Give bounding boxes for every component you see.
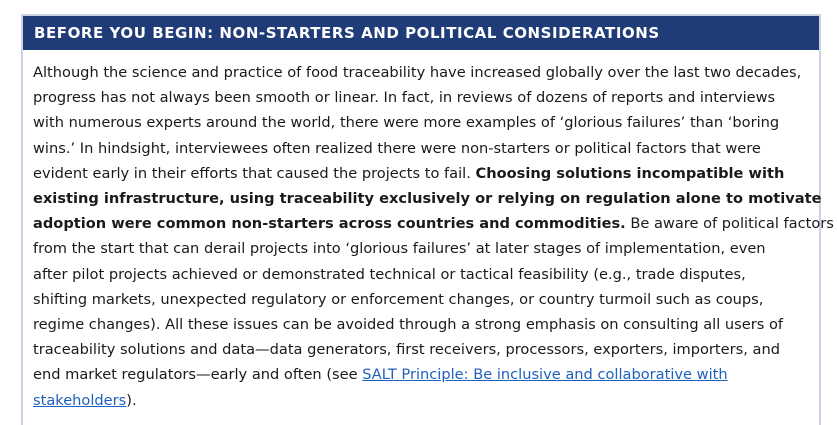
- body-line: progress has not always been smooth or linear. In fact, in reviews of dozens of reports and interviews: [33, 89, 776, 107]
- body-line: [33, 362, 823, 387]
- body-line: [33, 211, 834, 236]
- body-text-segment: evident early in their efforts that caused the projects to fail.: [33, 164, 471, 182]
- body-line: from the start that can derail projects into ‘glorious failures’ at later stages of implementation, even: [33, 240, 766, 258]
- body-line: traceability solutions and data—data generators, first receivers, processors, exporters, importers, and: [33, 341, 780, 359]
- body-line: after pilot projects achieved or demonstrated technical or tactical feasibility (e.g., trade disputes,: [33, 265, 746, 283]
- bold-emphasis: existing infrastructure, using traceability exclusively or relying on regulation alone to motivate: [33, 190, 822, 208]
- body-line: [33, 186, 823, 211]
- callout-body: [33, 60, 834, 413]
- body-text-segment: end market regulators—early and often (see: [33, 366, 358, 384]
- callout-title: BEFORE YOU BEGIN: NON-STARTERS AND POLITICAL CONSIDERATIONS: [34, 24, 660, 42]
- salt-principle-link[interactable]: SALT Principle: Be inclusive and collaborative with: [362, 366, 728, 384]
- body-line: [33, 161, 823, 186]
- body-line: with numerous experts around the world, there were more examples of ‘glorious failures’ than ‘boring: [33, 114, 780, 132]
- body-line: shifting markets, unexpected regulatory or enforcement changes, or country turmoil such as coups,: [33, 290, 764, 308]
- salt-principle-link-continued[interactable]: stakeholders: [33, 391, 127, 409]
- body-line: wins.’ In hindsight, interviewees often realized there were non-starters or political factors that were: [33, 139, 761, 157]
- callout-header: [23, 14, 819, 50]
- body-line: Although the science and practice of food traceability have increased globally over the last two decades,: [33, 64, 802, 81]
- callout-box: [21, 14, 834, 425]
- body-line: regime changes). All these issues can be avoided through a strong emphasis on consulting all users of: [33, 316, 784, 334]
- body-text-segment: Be aware of political factors: [630, 215, 834, 233]
- bold-emphasis: Choosing solutions incompatible with: [475, 164, 785, 182]
- body-line: [33, 388, 823, 413]
- bold-emphasis: adoption were common non-starters across countries and commodities.: [33, 215, 626, 233]
- closing-punctuation: ).: [126, 391, 137, 409]
